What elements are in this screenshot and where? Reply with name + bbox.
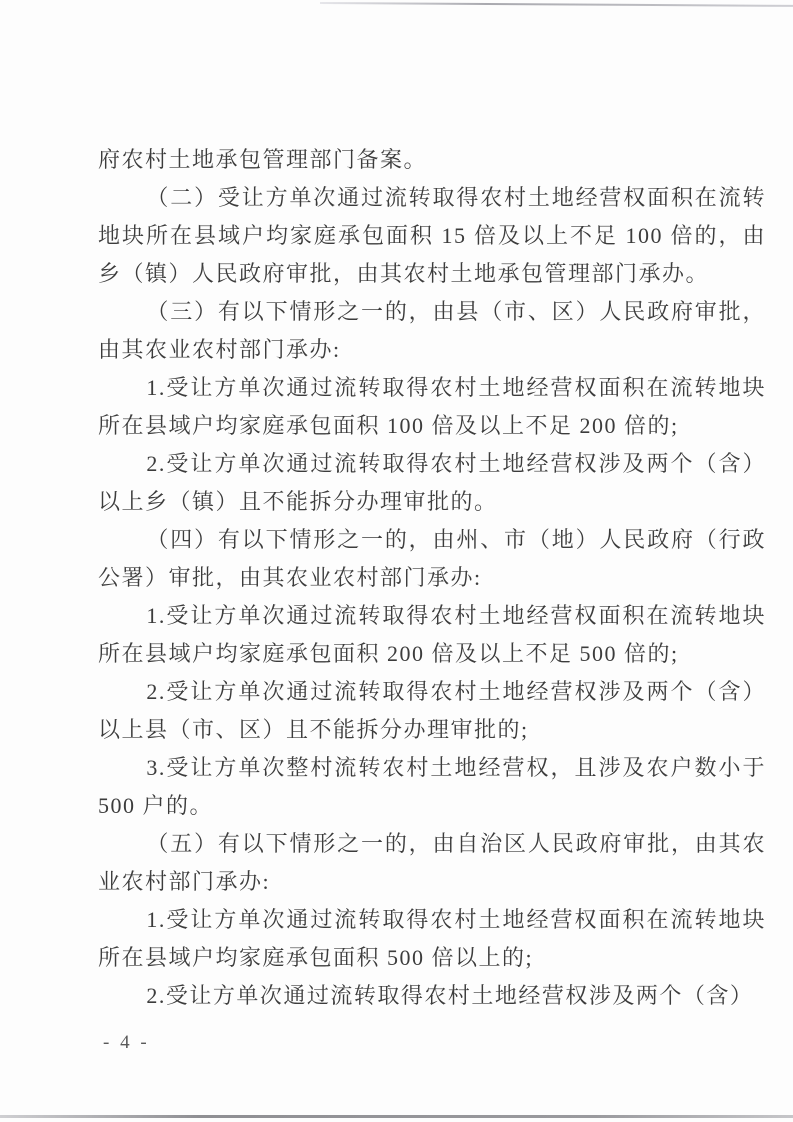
paragraph: （五）有以下情形之一的，由自治区人民政府审批，由其农业农村部门承办: (98, 831, 766, 894)
paragraph: 1.受让方单次通过流转取得农村土地经营权面积在流转地块所在县域户均家庭承包面积 200 倍及以上不足 500 倍的; (98, 603, 766, 666)
paragraph: 3.受让方单次整村流转农村土地经营权，且涉及农户数小于 500 户的。 (98, 755, 766, 818)
paragraph: 2.受让方单次通过流转取得农村土地经营权涉及两个（含）以上乡（镇）且不能拆分办理审批的。 (98, 451, 766, 514)
page-number: - 4 - (103, 1032, 150, 1053)
paragraph: （四）有以下情形之一的，由州、市（地）人民政府（行政公署）审批，由其农业农村部门承办: (98, 527, 766, 590)
document-body (98, 141, 766, 1015)
paragraph: 2.受让方单次通过流转取得农村土地经营权涉及两个（含） (146, 983, 754, 1008)
paragraph: （二）受让方单次通过流转取得农村土地经营权面积在流转地块所在县域户均家庭承包面积 15 倍及以上不足 100 倍的，由乡（镇）人民政府审批，由其农村土地承包管理部门承办。 (98, 185, 766, 286)
paragraph: 1.受让方单次通过流转取得农村土地经营权面积在流转地块所在县域户均家庭承包面积 500 倍以上的; (98, 907, 766, 970)
paragraph: 1.受让方单次通过流转取得农村土地经营权面积在流转地块所在县域户均家庭承包面积 100 倍及以上不足 200 倍的; (98, 375, 766, 438)
paragraph: 府农村土地承包管理部门备案。 (98, 147, 428, 172)
scan-artifact-bottom-edge (0, 1115, 793, 1118)
paragraph: （三）有以下情形之一的，由县（市、区）人民政府审批，由其农业农村部门承办: (98, 299, 766, 362)
scan-artifact-top-edge (320, 2, 793, 7)
paragraph: 2.受让方单次通过流转取得农村土地经营权涉及两个（含）以上县（市、区）且不能拆分办理审批的; (98, 679, 766, 742)
